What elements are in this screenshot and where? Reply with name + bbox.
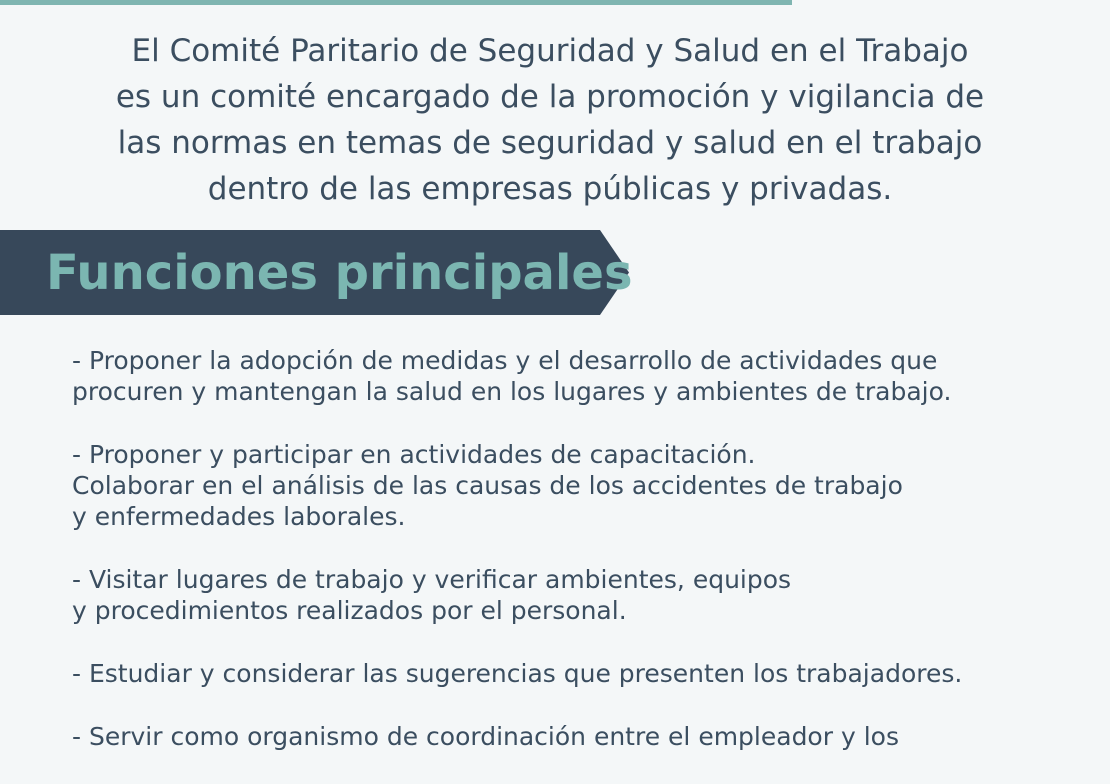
functions-list (72, 345, 1072, 784)
intro-line: es un comité encargado de la promoción y vigilancia de (115, 79, 985, 115)
section-banner (0, 230, 633, 315)
function-text: y procedimientos realizados por el personal. (72, 596, 627, 625)
intro-line: las normas en temas de seguridad y salud en el trabajo (117, 125, 983, 161)
function-item (72, 564, 1072, 626)
intro-line: El Comité Paritario de Seguridad y Salud en el Trabajo (131, 33, 969, 69)
function-item (72, 345, 1072, 407)
function-text: - Proponer la adopción de medidas y el desarrollo de actividades que (72, 346, 938, 375)
function-text: - Estudiar y considerar las sugerencias que presenten los trabajadores. (72, 659, 963, 688)
function-text: - Visitar lugares de trabajo y verificar ambientes, equipos (72, 565, 792, 594)
function-text: Colaborar en el análisis de las causas de los accidentes de trabajo (72, 471, 903, 500)
function-text: - Proponer y participar en actividades de capacitación. (72, 440, 756, 469)
function-item (72, 658, 1072, 689)
intro-paragraph (40, 28, 1060, 212)
top-accent-rule (0, 0, 792, 5)
function-text: procuren y mantengan la salud en los lugares y ambientes de trabajo. (72, 377, 952, 406)
intro-line: dentro de las empresas públicas y privadas. (207, 171, 893, 207)
function-text: y enfermedades laborales. (72, 502, 406, 531)
function-item (72, 439, 1072, 532)
function-item (72, 721, 1072, 752)
section-title: Funciones principales (46, 245, 633, 301)
function-text: - Servir como organismo de coordinación entre el empleador y los (72, 722, 899, 751)
